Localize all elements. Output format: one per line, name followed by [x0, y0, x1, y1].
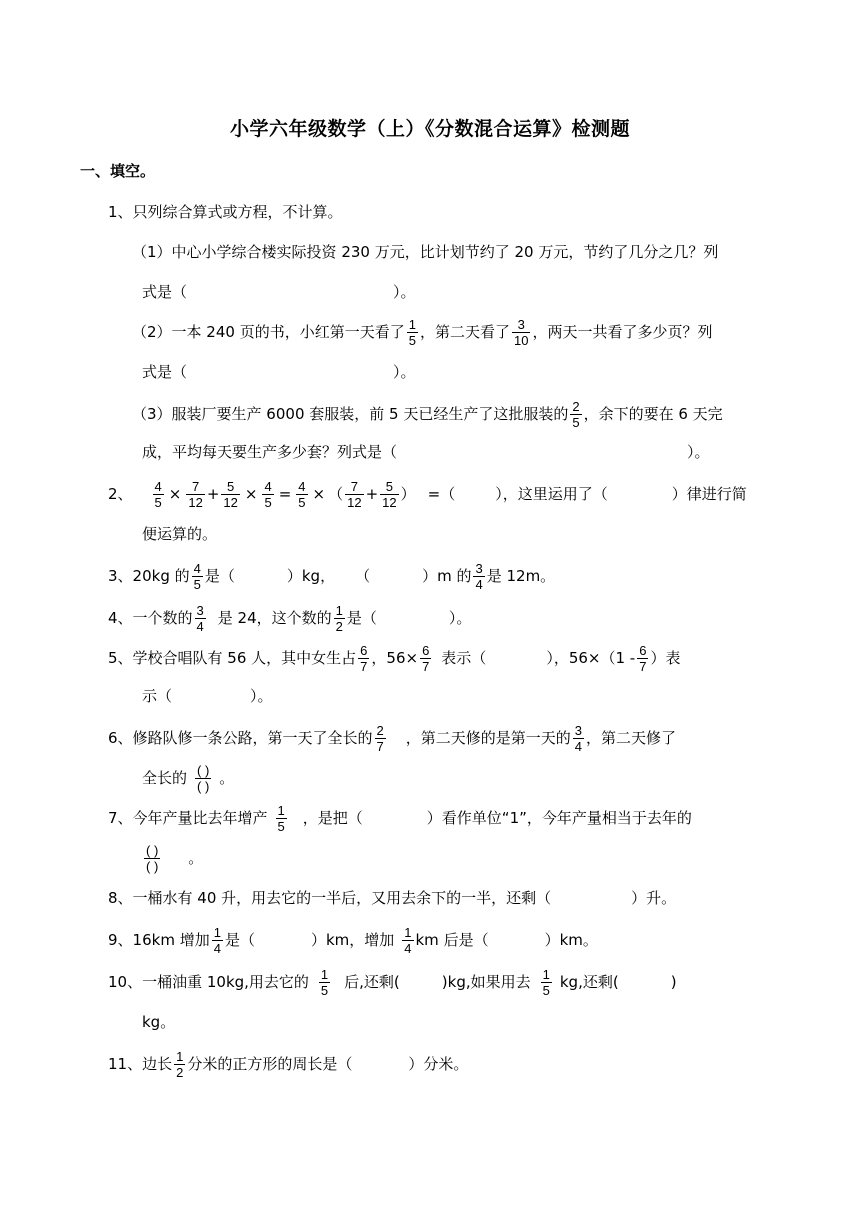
fraction-1-4: $\frac{1}{4}$: [213, 924, 221, 956]
question-3: 3、20kg 的 $\frac{4}{5}$ 是（ ）kg， （ ）m 的 $\frac{3}{4}$ 是 12m。: [108, 560, 556, 592]
fraction-3-4: $\frac{3}{4}$: [196, 602, 204, 634]
fraction-5-12: $\frac{5}{12}$: [382, 478, 397, 510]
fraction-6-7: $\frac{6}{7}$: [422, 642, 430, 674]
question-6-line-2: 全长的 $\frac{( )}{( )}$ 。: [142, 762, 235, 794]
fraction-1-5: $\frac{1}{5}$: [277, 802, 285, 834]
fraction-2-7: $\frac{2}{7}$: [376, 722, 384, 754]
question-11: 11、边长 $\frac{1}{2}$ 分米的正方形的周长是（ ）分米。: [108, 1048, 469, 1080]
question-1-part-1-answer: 式是（ ）。: [142, 283, 416, 301]
fraction-1-5: $\frac{1}{5}$: [542, 966, 550, 998]
question-5-line-2: 示（ ）。: [142, 687, 273, 705]
question-10: 10、一桶油重 10kg,用去它的 $\frac{1}{5}$ 后,还剩( )kg,如果用去 $\frac{1}{5}$ kg,还剩( ): [108, 966, 677, 998]
question-6: 6、修路队修一条公路，第一天了全长的 $\frac{2}{7}$ ，第二天修的是第一天的 $\frac{3}{4}$ ，第二天修了: [108, 722, 677, 754]
fraction-1-5: $\frac{1}{5}$: [320, 966, 329, 998]
question-1-part-1: （1）中心小学综合楼实际投资 230 万元，比计划节约了 20 万元，节约了几分之几？列: [132, 243, 719, 261]
fraction-1-2: $\frac{1}{2}$: [335, 602, 343, 634]
fraction-3-4: $\frac{3}{4}$: [475, 560, 483, 592]
question-5: 5、学校合唱队有 56 人，其中女生占 $\frac{6}{7}$ ，56× $\frac{6}{7}$ 表示（ ），56×（1 - $\frac{6}{7}$ ）表: [108, 642, 681, 674]
question-7-line-2: $\frac{( )}{( )}$ 。: [146, 842, 204, 874]
fraction-blank[interactable]: $\frac{( )}{( )}$: [197, 762, 210, 794]
fraction-4-5: $\frac{4}{5}$: [154, 478, 162, 510]
fraction-4-5: $\frac{4}{5}$: [264, 478, 272, 510]
question-8: 8、一桶水有 40 升，用去它的一半后，又用去余下的一半，还剩（ ）升。: [108, 889, 677, 907]
question-10-line-2: kg。: [142, 1013, 176, 1031]
question-1-part-3: （3）服装厂要生产 6000 套服装，前 5 天已经生产了这批服装的 $\frac{2}{5}$ ，余下的要在 6 天完: [132, 398, 723, 430]
fraction-1-5: $\frac{1}{5}$: [408, 316, 416, 348]
question-9: 9、16km 增加 $\frac{1}{4}$ 是（ ）km，增加 $\frac{1}{4}$ km 后是（ ）km。: [108, 924, 598, 956]
question-1-part-2-answer: 式是（ ）。: [142, 363, 416, 381]
question-2-line-2: 便运算的。: [142, 525, 218, 543]
fraction-4-5: $\frac{4}{5}$: [193, 560, 201, 592]
fraction-4-5: $\frac{4}{5}$: [298, 478, 306, 510]
fraction-6-7: $\frac{6}{7}$: [639, 642, 647, 674]
fraction-blank[interactable]: $\frac{( )}{( )}$: [146, 842, 159, 874]
fraction-5-12: $\frac{5}{12}$: [223, 478, 238, 510]
fraction-7-12: $\frac{7}{12}$: [347, 478, 362, 510]
question-4: 4、一个数的 $\frac{3}{4}$ 是 24，这个数的 $\frac{1}{2}$ 是（ ）。: [108, 602, 472, 634]
question-2: 2、 $\frac{4}{5}$ × $\frac{7}{12}$ + $\frac{5}{12}$ × $\frac{4}{5}$ = $\frac{4}{5}$ × （ $\frac{7}{12}$ + $\frac{5}{12}$ ） =（ ），这里运用了（ ）律进行简: [108, 478, 747, 510]
fraction-3-10: $\frac{3}{10}$: [513, 316, 529, 348]
fraction-6-7: $\frac{6}{7}$: [360, 642, 368, 674]
section-heading: 一、填空。: [80, 162, 156, 180]
fraction-7-12: $\frac{7}{12}$: [188, 478, 203, 510]
fraction-2-5: $\frac{2}{5}$: [572, 398, 580, 430]
question-1-intro: 1、只列综合算式或方程，不计算。: [108, 203, 343, 221]
fraction-3-4: $\frac{3}{4}$: [574, 722, 583, 754]
page-title: 小学六年级数学（上）《分数混合运算》检测题: [229, 118, 630, 140]
question-1-part-3-answer: 成，平均每天要生产多少套？列式是（ ）。: [142, 443, 710, 461]
question-7: 7、今年产量比去年增产 $\frac{1}{5}$ ，是把（ ）看作单位“1”，今年产量相当于去年的: [108, 802, 692, 834]
question-1-part-2: （2）一本 240 页的书，小红第一天看了 $\frac{1}{5}$ ，第二天看了 $\frac{3}{10}$ ，两天一共看了多少页？列: [132, 316, 713, 348]
fraction-1-4: $\frac{1}{4}$: [404, 924, 412, 956]
fraction-1-2: $\frac{1}{2}$: [176, 1048, 184, 1080]
